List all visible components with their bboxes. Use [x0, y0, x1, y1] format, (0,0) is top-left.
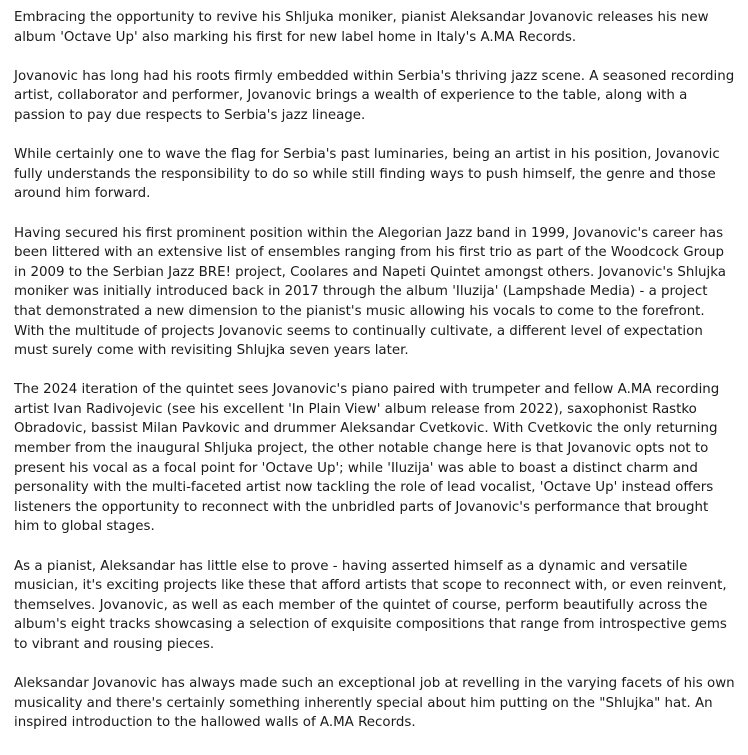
article-paragraph-3: While certainly one to wave the flag for Serbia's past luminaries, being an artist in his position, Jovanovic fully understands the responsibility to do so while still finding ways to push himself, the genre and those around him forward. — [14, 147, 720, 202]
article-paragraph-4: Having secured his first prominent position within the Alegorian Jazz band in 1999, Jovanovic's career has been littered with an extensive list of ensembles ranging from his first trio as part of the Woodcock Group in 2009 to the Serbian Jazz BRE! project, Coolares and Napeti Quintet amongst others. Jovanovic's Shlujka moniker was initially introduced back in 2017 through the album 'Iluzija' (Lampshade Media) - a project that demonstrated a new dimension to the pianist's music allowing his vocals to come to the forefront. With the multitude of projects Jovanovic seems to continually cultivate, a different level of expectation must surely come with revisiting Shlujka seven years later. — [14, 225, 726, 359]
article-body — [14, 8, 736, 733]
article-paragraph-1: Embracing the opportunity to revive his Shljuka moniker, pianist Aleksandar Jovanovic releases his new album 'Octave Up' also marking his first for new label home in Italy's A.MA Records. — [14, 10, 709, 45]
article-paragraph-7: Aleksandar Jovanovic has always made such an exceptional job at revelling in the varying facets of his own musicality and there's certainly something inherently special about him putting on the "Shlujka" hat. An inspired introduction to the hallowed walls of A.MA Records. — [14, 676, 735, 731]
article-paragraph-6: As a pianist, Aleksandar has little else to prove - having asserted himself as a dynamic and versatile musician, it's exciting projects like these that afford artists that scope to reconnect with, or even reinvent, themselves. Jovanovic, as well as each member of the quintet of course, perform beautifully across the album's eight tracks showcasing a selection of exquisite compositions that range from introspective gems to vibrant and rousing pieces. — [14, 558, 727, 652]
article-paragraph-2: Jovanovic has long had his roots firmly embedded within Serbia's thriving jazz scene. A seasoned recording artist, collaborator and performer, Jovanovic brings a wealth of experience to the table, along with a passion to pay due respects to Serbia's jazz lineage. — [14, 68, 735, 123]
article-paragraph-5: The 2024 iteration of the quintet sees Jovanovic's piano paired with trumpeter and fellow A.MA recording artist Ivan Radivojevic (see his excellent 'In Plain View' album release from 2022), saxophonist Rastko Obradovic, bassist Milan Pavkovic and drummer Aleksandar Cvetkovic. With Cvetkovic the only returning member from the inaugural Shljuka project, the other notable change here is that Jovanovic opts not to present his vocal as a focal point for 'Octave Up'; while 'Iluzija' was able to boast a distinct charm and personality with the multi-faceted artist now tackling the role of lead vocalist, 'Octave Up' instead offers listeners the opportunity to reconnect with the unbridled parts of Jovanovic's performance that brought him to global stages. — [14, 382, 720, 535]
